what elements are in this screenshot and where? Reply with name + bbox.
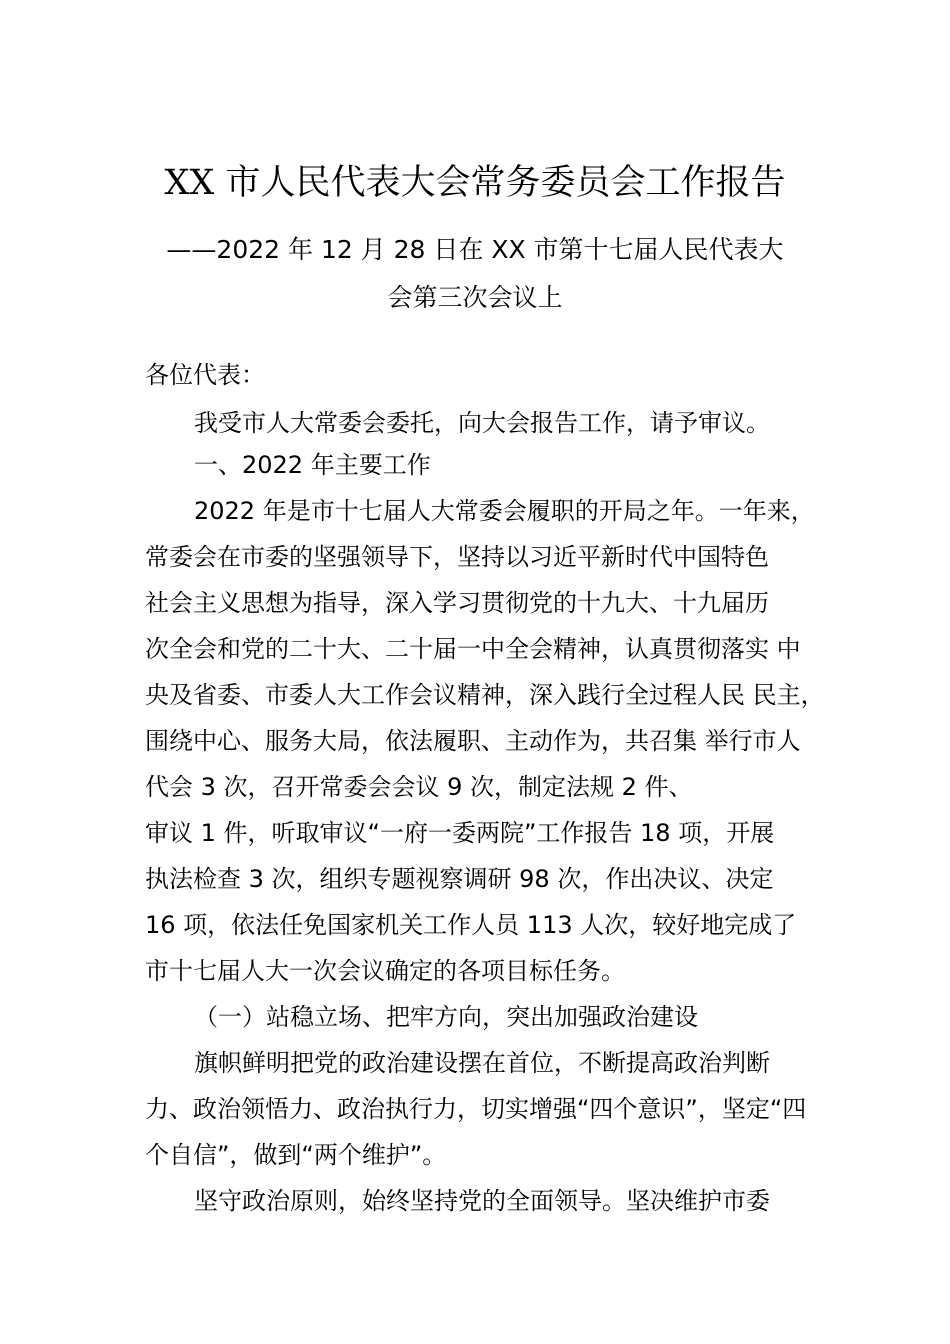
salutation: 各位代表： [145,361,265,389]
paragraph-3-line: 坚守政治原则，始终坚持党的全面领导。坚决维护市委 [194,1187,770,1215]
paragraph-1-line: 市十七届人大一次会议确定的各项目标任务。 [145,957,625,985]
paragraph-1-line: 央及省委、市委人大工作会议精神，深入践行全过程人民 民主， [145,681,825,709]
paragraph-1-line: 16 项，依法任免国家机关工作人员 113 人次，较好地完成了 [145,911,797,939]
paragraph-1-line: 次全会和党的二十大、二十届一中全会精神，认真贯彻落实 中 [145,635,801,663]
paragraph-1-line: 围绕中心、服务大局，依法履职、主动作为，共召集 举行市人 [145,727,801,755]
paragraph-2-line: 旗帜鲜明把党的政治建设摆在首位，不断提高政治判断 [194,1049,770,1077]
paragraph-1-line: 2022 年是市十七届人大常委会履职的开局之年。一年来， [194,497,815,525]
paragraph-2-line: 力、政治领悟力、政治执行力，切实增强“四个意识”，坚定“四 [145,1095,807,1123]
document-title: XX 市人民代表大会常务委员会工作报告 [164,163,786,203]
paragraph-1-line: 常委会在市委的坚强领导下，坚持以习近平新时代中国特色 [145,543,769,571]
paragraph-1-line: 社会主义思想为指导，深入学习贯彻党的十九大、十九届历 [145,589,769,617]
paragraph-1-line: 审议 1 件，听取审议“一府一委两院”工作报告 18 项，开展 [145,819,775,847]
subsection-heading: （一）站稳立场、把牢方向，突出加强政治建设 [194,1003,698,1031]
section-heading: 一、2022 年主要工作 [194,451,431,479]
paragraph-2-line: 个自信”，做到“两个维护”。 [145,1141,447,1169]
document-subtitle-line-1: ——2022 年 12 月 28 日在 XX 市第十七届人民代表大 [166,235,784,264]
paragraph-1-line: 代会 3 次，召开常委会会议 9 次，制定法规 2 件、 [145,773,693,801]
opening-paragraph: 我受市人大常委会委托，向大会报告工作，请予审议。 [194,409,770,437]
document-subtitle-line-2: 会第三次会议上 [387,283,563,312]
paragraph-1-line: 执法检查 3 次，组织专题视察调研 98 次，作出决议、决定 [145,865,774,893]
